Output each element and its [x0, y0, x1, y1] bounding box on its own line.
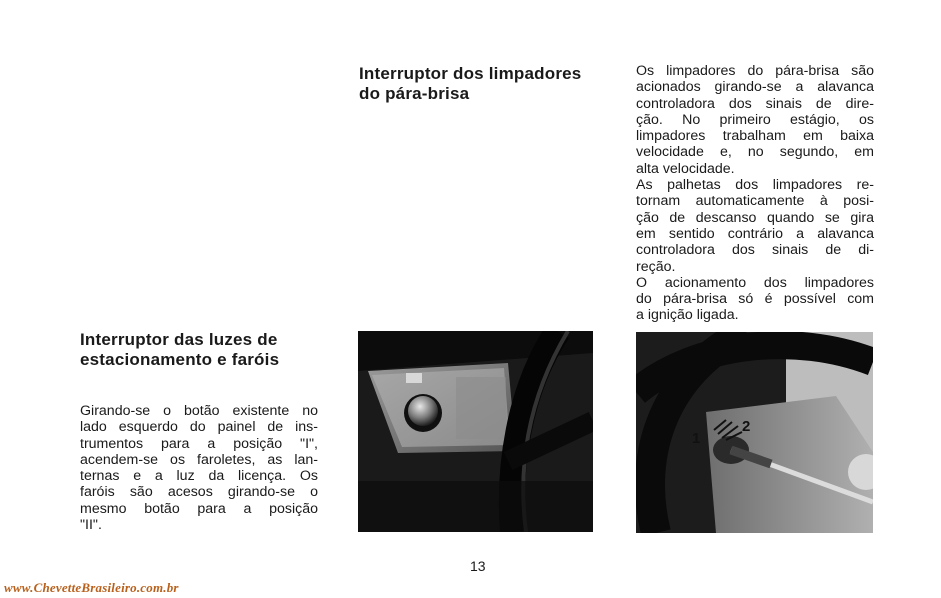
- text-line: a ignição ligada.: [636, 307, 739, 324]
- text-line: lado esquerdo do painel de ins-: [80, 419, 318, 436]
- text-line: O acionamento dos limpadores: [636, 274, 874, 291]
- text-line: mesmo botão para a posição: [80, 500, 318, 517]
- light-switch-illustration: [358, 331, 593, 532]
- wiper-position-1-label: 1: [692, 430, 701, 447]
- text-line: tornam automaticamente à posi-: [636, 193, 874, 210]
- text-line: acendem-se os faroletes, as lan-: [80, 451, 318, 468]
- light-switch-photo: [358, 331, 593, 532]
- text-line: controladora dos sinais de dire-: [636, 95, 874, 112]
- text-line: controladora dos sinais de di-: [636, 242, 874, 259]
- text-line: reção.: [636, 258, 676, 275]
- text-line: acionados girando-se a alavanca: [636, 79, 874, 96]
- heading-line: Interruptor das luzes de: [80, 330, 278, 349]
- text-line: "II".: [80, 517, 102, 534]
- wiper-stalk-photo: [636, 332, 873, 533]
- wipers-text: [636, 63, 874, 324]
- wipers-heading: [359, 64, 581, 104]
- heading-line: do pára-brisa: [359, 84, 470, 103]
- text-line: Os limpadores do pára-brisa são: [636, 63, 874, 79]
- text-line: ternas e a luz da licença. Os: [80, 468, 318, 485]
- text-line: do pára-brisa só é possível com: [636, 291, 874, 308]
- text-line: velocidade e, no segundo, em: [636, 144, 874, 161]
- text-line: alta velocidade.: [636, 160, 735, 177]
- wiper-position-2-label: 2: [742, 418, 751, 435]
- parking-lights-heading: [80, 330, 279, 370]
- text-line: em sentido contrário a alavanca: [636, 225, 874, 242]
- heading-line: Interruptor dos limpadores: [359, 64, 582, 83]
- text-line: As palhetas dos limpadores re-: [636, 177, 874, 194]
- watermark: www.ChevetteBrasileiro.com.br: [4, 580, 179, 595]
- text-line: faróis são acesos girando-se o: [80, 484, 318, 501]
- wiper-stalk-illustration: [636, 332, 873, 533]
- parking-lights-text: [80, 403, 318, 533]
- text-line: Girando-se o botão existente no: [80, 403, 318, 419]
- text-line: limpadores trabalham em baixa: [636, 128, 874, 145]
- page-number: 13: [470, 558, 486, 574]
- text-line: ção. No primeiro estágio, os: [636, 111, 874, 128]
- heading-line: estacionamento e faróis: [80, 350, 280, 369]
- text-line: ção de descanso quando se gira: [636, 209, 874, 226]
- text-line: trumentos para a posição "I",: [80, 435, 318, 452]
